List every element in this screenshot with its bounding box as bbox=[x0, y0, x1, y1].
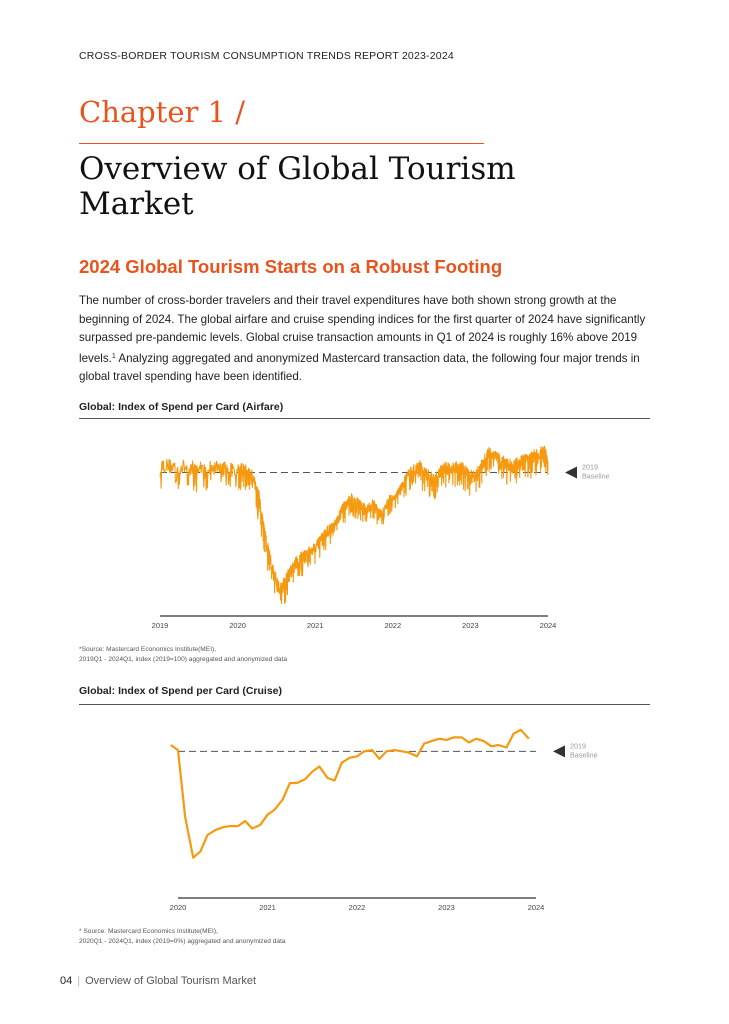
airfare-x-tick-2019: 2019 bbox=[151, 621, 169, 630]
footnote-ref[interactable]: 1 bbox=[111, 352, 116, 360]
page-footer bbox=[60, 975, 256, 987]
section-heading: 2024 Global Tourism Starts on a Robust Footing bbox=[79, 256, 503, 277]
airfare-chart bbox=[0, 420, 729, 640]
airfare-chart-title: Global: Index of Spend per Card (Airfare) bbox=[79, 401, 284, 413]
airfare-x-tick-2021: 2021 bbox=[306, 621, 324, 630]
airfare-chart-rule bbox=[79, 418, 650, 419]
report-header: CROSS-BORDER TOURISM CONSUMPTION TRENDS REPORT 2023-2024 bbox=[79, 50, 454, 62]
intro-text-part2: Analyzing aggregated and anonymized Mastercard transaction data, the following four major trends in global travel spending have been identified. bbox=[79, 351, 640, 383]
cruise-chart bbox=[0, 706, 729, 926]
cruise-note-line-2: 2020Q1 - 2024Q1, index (2019=0%) aggregated and anonymized data bbox=[79, 938, 286, 945]
footer-title: Overview of Global Tourism Market bbox=[85, 975, 257, 987]
page-number: 04 bbox=[60, 975, 73, 987]
airfare-x-tick-2023: 2023 bbox=[462, 621, 479, 630]
cruise-baseline-label-1: Baseline bbox=[570, 750, 598, 760]
cruise-x-tick-2023: 2023 bbox=[438, 903, 455, 912]
airfare-baseline-label-0: 2019 bbox=[582, 462, 598, 472]
intro-text-part1: The number of cross-border travelers and their travel expenditures have both shown strong growth at the beginning of 2024. The global airfare and cruise spending indices for the first quarter of 2024 have significantly surpassed pre-pandemic levels. Global cruise transaction amounts in Q1 of 2024 is roughly 16% above 2019 levels. bbox=[79, 294, 646, 365]
airfare-baseline-marker-icon bbox=[565, 467, 577, 479]
chapter-divider bbox=[79, 143, 484, 144]
cruise-chart-title: Global: Index of Spend per Card (Cruise) bbox=[79, 685, 283, 697]
intro-paragraph bbox=[79, 292, 654, 387]
cruise-x-tick-2021: 2021 bbox=[259, 903, 276, 912]
cruise-baseline-label-0: 2019 bbox=[570, 741, 586, 751]
airfare-baseline-label-1: Baseline bbox=[582, 471, 610, 481]
airfare-series-line bbox=[160, 446, 548, 604]
cruise-baseline-marker-icon bbox=[553, 745, 565, 757]
footer-separator: | bbox=[77, 975, 81, 987]
chapter-title: Overview of Global Tourism Market bbox=[79, 151, 516, 222]
cruise-x-tick-2020: 2020 bbox=[169, 903, 187, 912]
chapter-label: Chapter 1 / bbox=[79, 95, 246, 129]
airfare-x-tick-2022: 2022 bbox=[384, 621, 402, 630]
cruise-note-line-1: * Source: Mastercard Economics Institute(MEI), bbox=[79, 928, 218, 935]
airfare-x-tick-2024: 2024 bbox=[539, 621, 557, 630]
airfare-note-line-2: 2019Q1 - 2024Q1, index (2019=100) aggregated and anonymized data bbox=[79, 656, 288, 663]
cruise-chart-rule bbox=[79, 704, 650, 705]
airfare-chart-note bbox=[79, 645, 287, 665]
cruise-chart-note bbox=[79, 927, 286, 947]
airfare-x-tick-2020: 2020 bbox=[229, 621, 246, 630]
airfare-note-line-1: *Source: Mastercard Economics Institute(MEI), bbox=[79, 646, 217, 653]
cruise-series-line bbox=[171, 730, 529, 858]
cruise-x-tick-2022: 2022 bbox=[348, 903, 366, 912]
cruise-x-tick-2024: 2024 bbox=[527, 903, 545, 912]
